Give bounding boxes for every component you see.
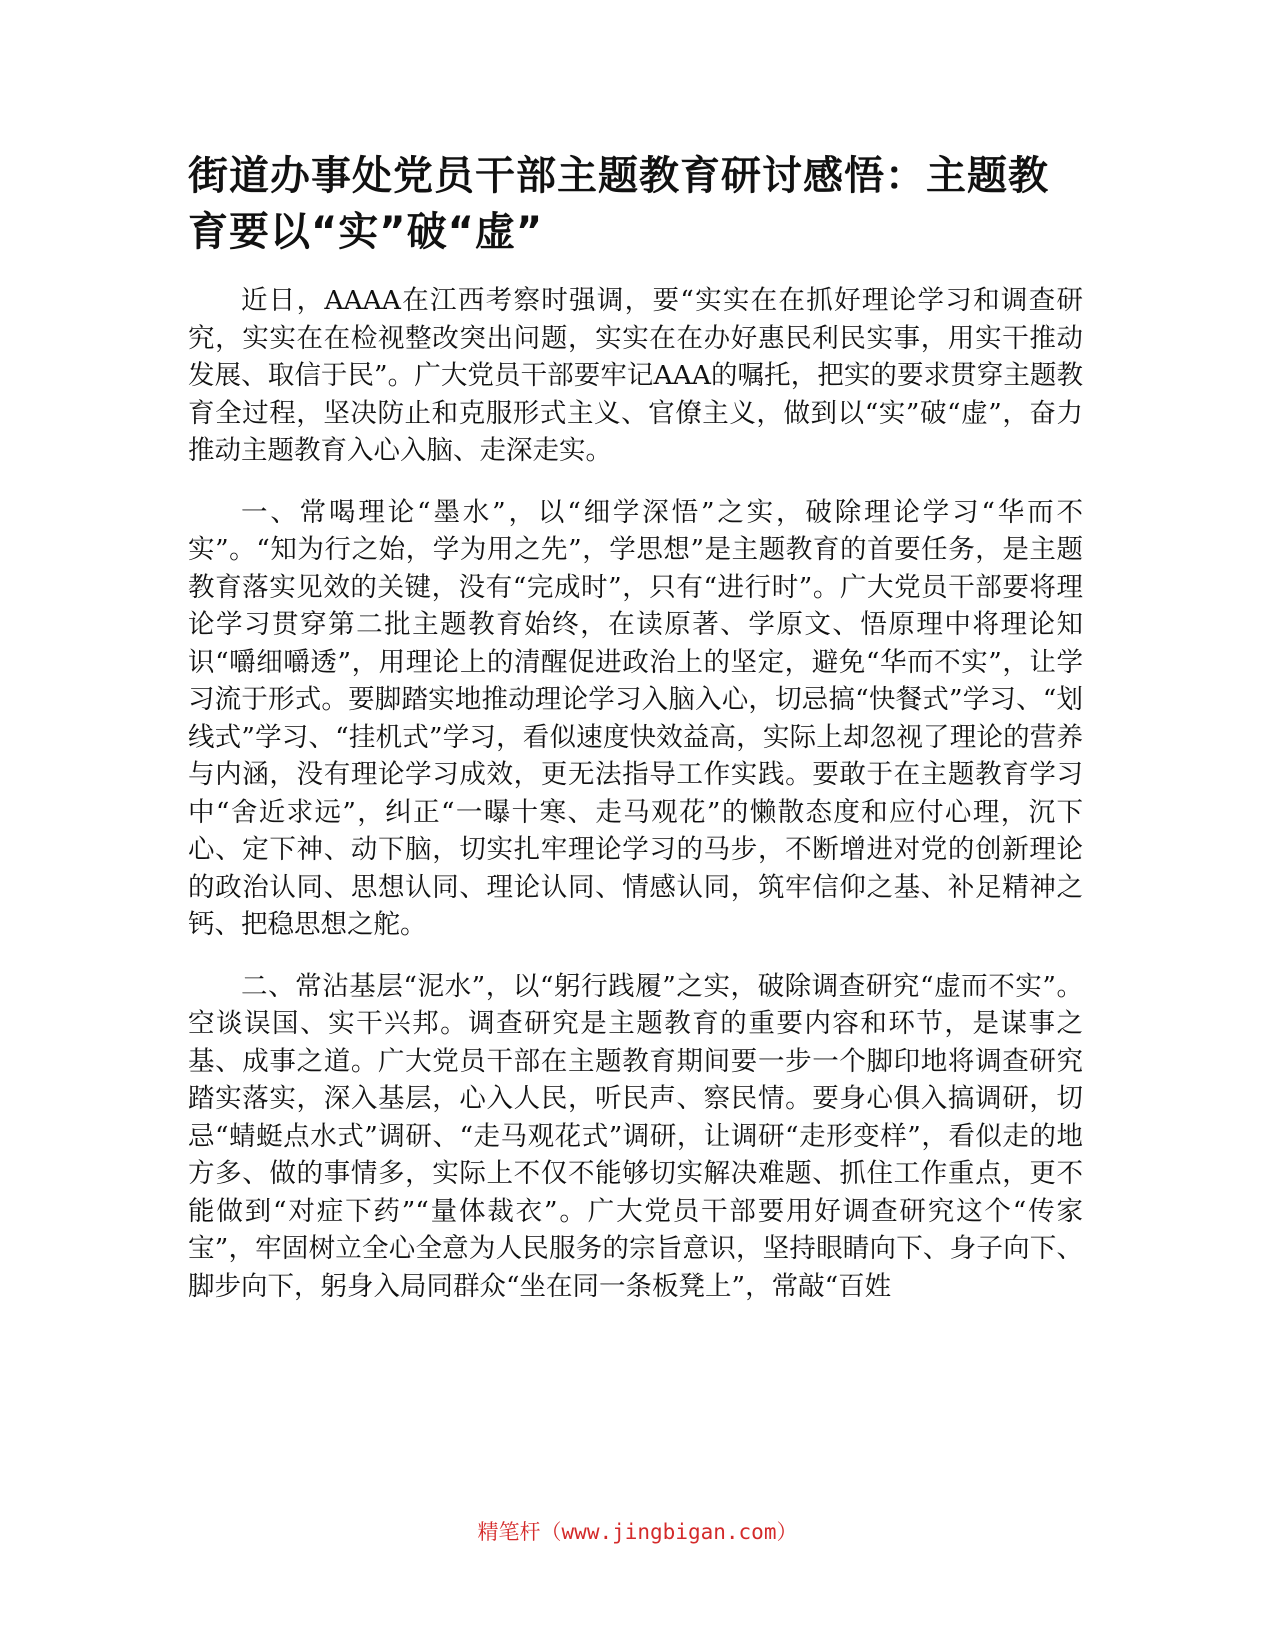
paragraph-section-two: 二、常沾基层“泥水”，以“躬行践履”之实，破除调查研究“虚而不实”。空谈误国、实干兴邦。调查研究是主题教育的重要内容和环节，是谋事之基、成事之道。广大党员干部在主题教育期间要一步一个脚印地将调查研究踏实落实，深入基层，心入人民，听民声、察民情。要身心俱入搞调研，切忌“蜻蜓点水式”调研、“走马观花式”调研，让调研“走形变样”，看似走的地方多、做的事情多，实际上不仅不能够切实解决难题、抓住工作重点，更不能做到“对症下药”“量体裁衣”。广大党员干部要用好调查研究这个“传家宝”，牢固树立全心全意为人民服务的宗旨意识，坚持眼睛向下、身子向下、脚步向下，躬身入局同群众“坐在同一条板凳上”，常敲“百姓: [188, 970, 1083, 1302]
paragraph-section-one: 一、常喝理论“墨水”，以“细学深悟”之实，破除理论学习“华而不实”。“知为行之始，学为用之先”，学思想”是主题教育的首要任务，是主题教育落实见效的关键，没有“完成时”，只有“进行时”。广大党员干部要将理论学习贯穿第二批主题教育始终，在读原著、学原文、悟原理中将理论知识“嚼细嚼透”，用理论上的清醒促进政治上的坚定，避免“华而不实”，让学习流于形式。要脚踏实地推动理论学习入脑入心，切忌搞“快餐式”学习、“划线式”学习、“挂机式”学习，看似速度快效益高，实际上却忽视了理论的营养与内涵，没有理论学习成效，更无法指导工作实践。要敢于在主题教育学习中“舍近求远”，纠正“一曝十寒、走马观花”的懒散态度和应付心理，沉下心、定下神、动下脑，切实扎牢理论学习的马步，不断增进对党的创新理论的政治认同、思想认同、理论认同、情感认同，筑牢信仰之基、补足精神之钙、把稳思想之舵。: [188, 496, 1083, 940]
document-title: 街道办事处党员干部主题教育研讨感悟：主题教育要以“实”破“虚”: [188, 153, 1049, 255]
document-body: [188, 148, 1083, 1329]
paragraph-intro: 近日，AAAA在江西考察时强调，要“实实在在抓好理论学习和调查研究，实实在在检视整改突出问题，实实在在办好惠民利民实事，用实干推动发展、取信于民”。广大党员干部要牢记AAA的嘱托，把实的要求贯穿主题教育全过程，坚决防止和克服形式主义、官僚主义，做到以“实”破“虚”，奋力推动主题教育入心入脑、走深走实。: [188, 285, 1083, 466]
footer-watermark-link[interactable]: 精笔杆（www.jingbigan.com）: [477, 1520, 798, 1544]
